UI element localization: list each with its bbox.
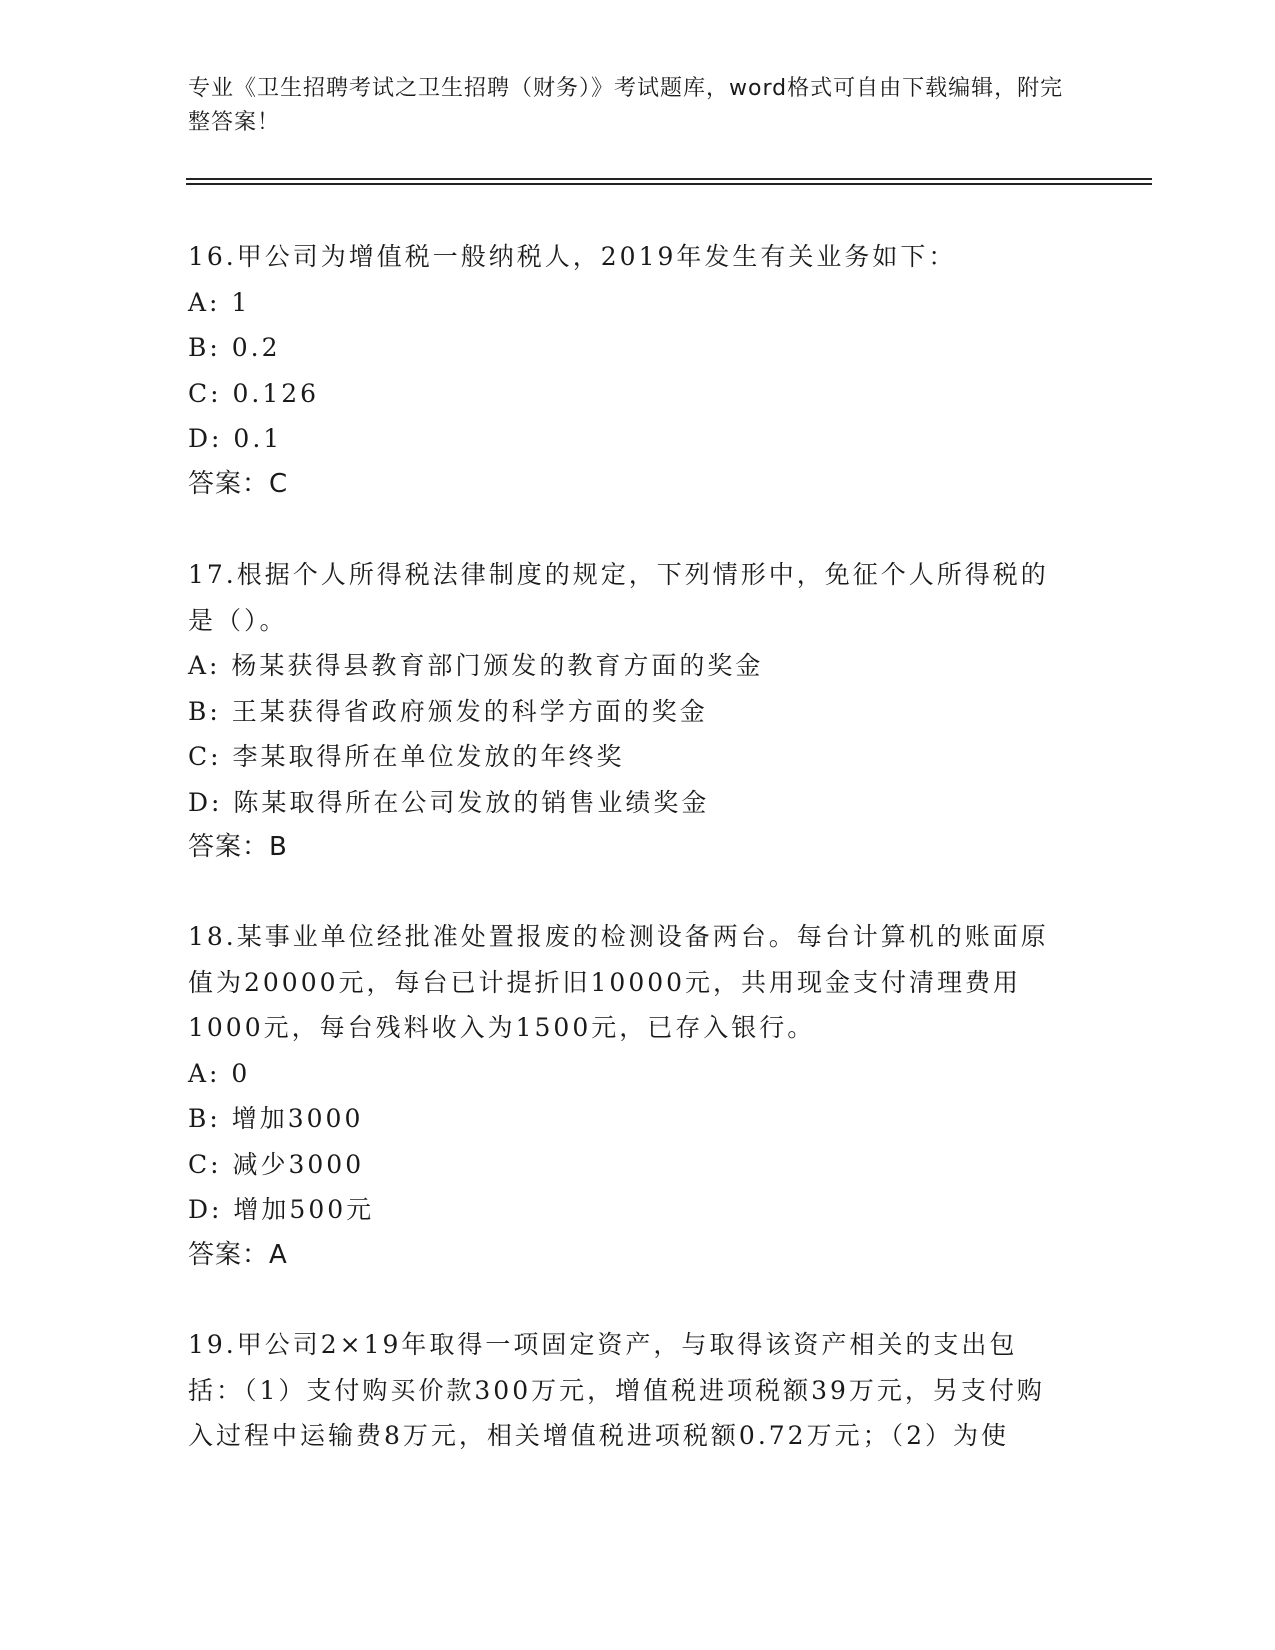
question-stem: 17.根据个人所得税法律制度的规定，下列情形中，免征个人所得税的是（）。 (188, 560, 1049, 635)
header-divider (186, 178, 1152, 180)
option-c: C: 0.126 (188, 378, 320, 408)
question-19 (188, 1322, 1068, 1459)
option-d: D: 陈某取得所在公司发放的销售业绩奖金 (188, 787, 710, 817)
question-stem: 19.甲公司2×19年取得一项固定资产，与取得该资产相关的支出包括：（1）支付购买价款300万元，增值税进项税额39万元，另支付购入过程中运输费8万元，相关增值税进项税额0.72万元；（2）为使 (188, 1330, 1045, 1450)
question-16 (188, 234, 1068, 507)
option-c: C: 李某取得所在单位发放的年终奖 (188, 742, 625, 771)
answer-line: 答案：C (188, 468, 289, 499)
question-18 (188, 914, 1068, 1278)
option-b: B: 0.2 (188, 333, 281, 362)
option-d: D: 增加500元 (188, 1195, 375, 1224)
option-d: D: 0.1 (188, 424, 283, 453)
question-stem: 18.某事业单位经批准处置报废的检测设备两台。每台计算机的账面原值为20000元，每台已计提折旧10000元，共用现金支付清理费用1000元，每台残料收入为1500元，已存入银行。 (188, 922, 1049, 1042)
option-b: B: 王某获得省政府颁发的科学方面的奖金 (188, 696, 708, 726)
option-a: A: 0 (188, 1058, 251, 1088)
option-a: A: 1 (188, 287, 251, 317)
option-a: A: 杨某获得县教育部门颁发的教育方面的奖金 (188, 651, 764, 680)
document-header: 专业《卫生招聘考试之卫生招聘（财务）》考试题库，word格式可自由下载编辑，附完整答案！ (188, 76, 1064, 135)
option-b: B: 增加3000 (188, 1104, 364, 1133)
question-17 (188, 552, 1068, 871)
question-stem: 16.甲公司为增值税一般纳税人，2019年发生有关业务如下： (188, 242, 957, 271)
option-c: C: 减少3000 (188, 1149, 365, 1179)
header-divider-secondary (186, 183, 1152, 185)
answer-line: 答案：B (188, 832, 288, 862)
answer-line: 答案：A (188, 1239, 288, 1270)
